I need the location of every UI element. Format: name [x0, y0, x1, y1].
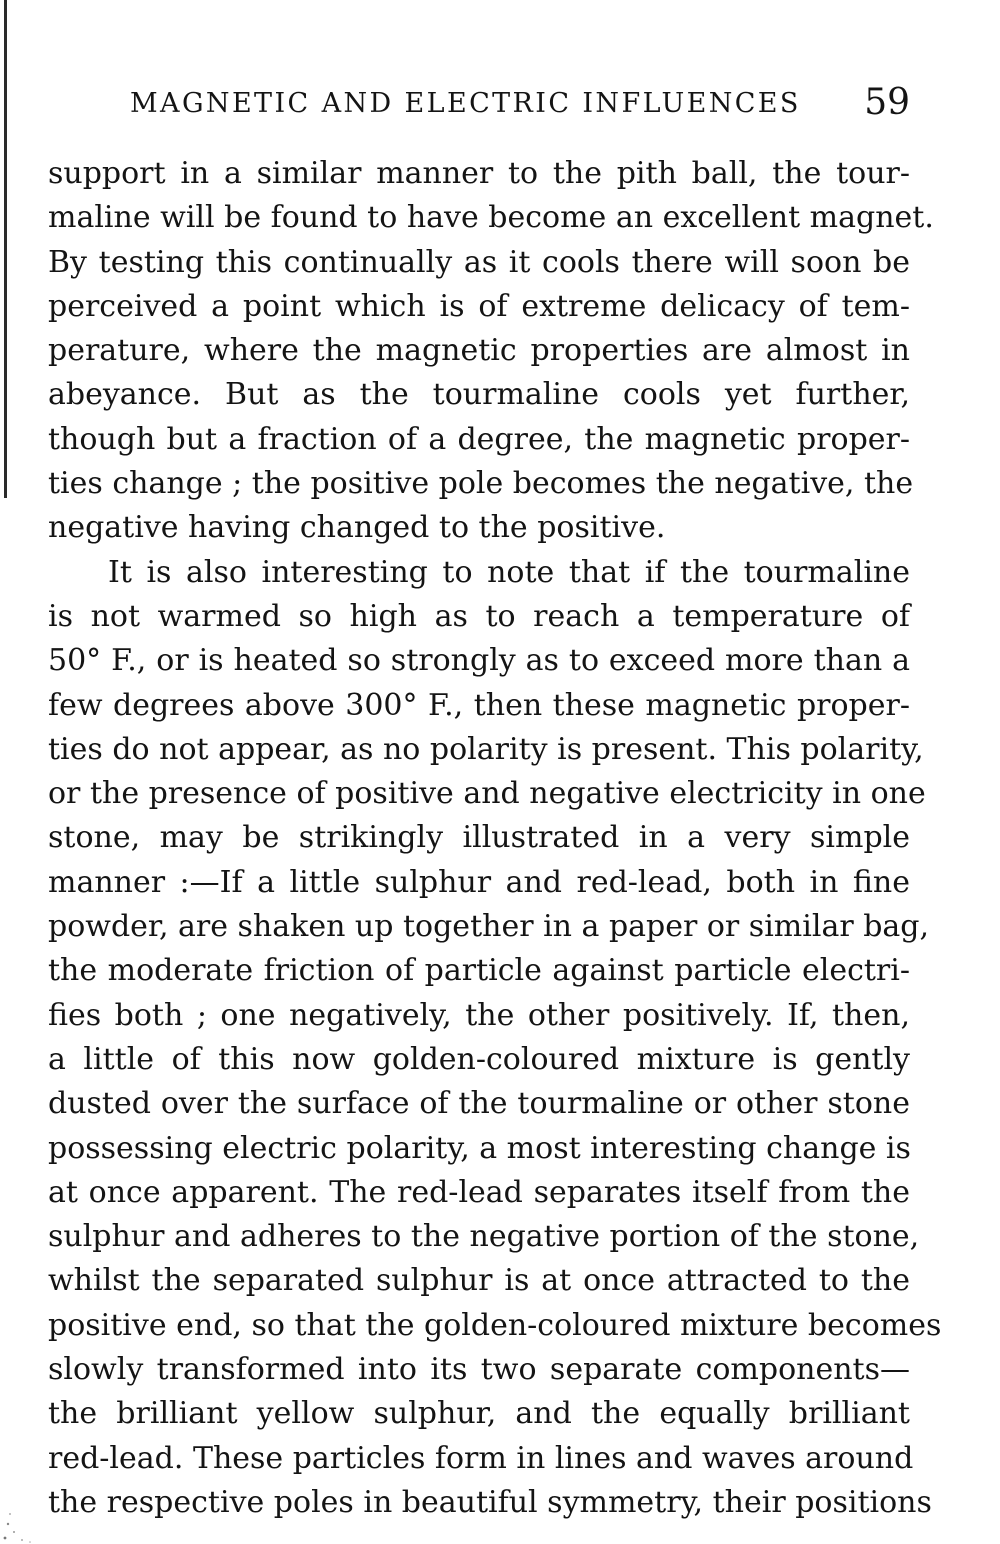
text-line: slowly transformed into its two separate components— [48, 1352, 910, 1388]
text-line: maline will be found to have become an excellent magnet. [48, 200, 934, 236]
text-line: the moderate friction of particle against particle electri- [48, 953, 910, 989]
text-line: ties do not appear, as no polarity is present. This polarity, [48, 731, 924, 767]
text-line: is not warmed so high as to reach a temperature of [48, 598, 910, 634]
text-line-paragraph-end: negative having changed to the positive. [48, 510, 666, 546]
text-line: powder, are shaken up together in a paper or similar bag, [48, 909, 930, 945]
text-line: perceived a point which is of extreme delicacy of tem- [48, 288, 910, 324]
text-line: dusted over the surface of the tourmaline or other stone [48, 1086, 910, 1122]
scan-specks [0, 1454, 60, 1544]
text-line: manner :—If a little sulphur and red-lead, both in fine [48, 864, 910, 900]
text-line: or the presence of positive and negative electricity in one [48, 776, 926, 812]
page-header [130, 82, 910, 128]
text-line: By testing this continually as it cools there will soon be [48, 244, 910, 280]
text-line: possessing electric polarity, a most interesting change is [48, 1130, 911, 1166]
text-line: sulphur and adheres to the negative portion of the stone, [48, 1219, 920, 1255]
text-line: perature, where the magnetic properties are almost in [48, 333, 910, 369]
page-number: 59 [864, 82, 910, 123]
body-text [48, 152, 942, 1525]
text-line: ties change ; the positive pole becomes the negative, the [48, 466, 914, 502]
text-line: stone, may be strikingly illustrated in a very simple [48, 820, 910, 856]
text-line: abeyance. But as the tourmaline cools yet further, [48, 377, 910, 413]
text-line: few degrees above 300° F., then these magnetic proper- [48, 687, 910, 723]
text-line-paragraph-start: It is also interesting to note that if the tourmaline [108, 554, 910, 590]
text-line: 50° F., or is heated so strongly as to exceed more than a [48, 643, 910, 679]
text-line: support in a similar manner to the pith ball, the tour- [48, 156, 910, 191]
text-line: positive end, so that the golden-coloured mixture becomes [48, 1307, 942, 1343]
text-line: the brilliant yellow sulphur, and the equally brilliant [48, 1396, 910, 1432]
text-line: whilst the separated sulphur is at once attracted to the [48, 1263, 910, 1299]
text-line: the respective poles in beautiful symmetry, their positions [48, 1484, 932, 1520]
page-edge-rule [4, 0, 7, 498]
text-line: though but a fraction of a degree, the magnetic proper- [48, 421, 910, 457]
text-line: red-lead. These particles form in lines and waves around [48, 1440, 914, 1476]
running-head: MAGNETIC AND ELECTRIC INFLUENCES [130, 88, 801, 119]
text-line: at once apparent. The red-lead separates itself from the [48, 1174, 910, 1210]
text-line: a little of this now golden-coloured mixture is gently [48, 1041, 910, 1077]
text-line: fies both ; one negatively, the other positively. If, then, [48, 997, 910, 1033]
